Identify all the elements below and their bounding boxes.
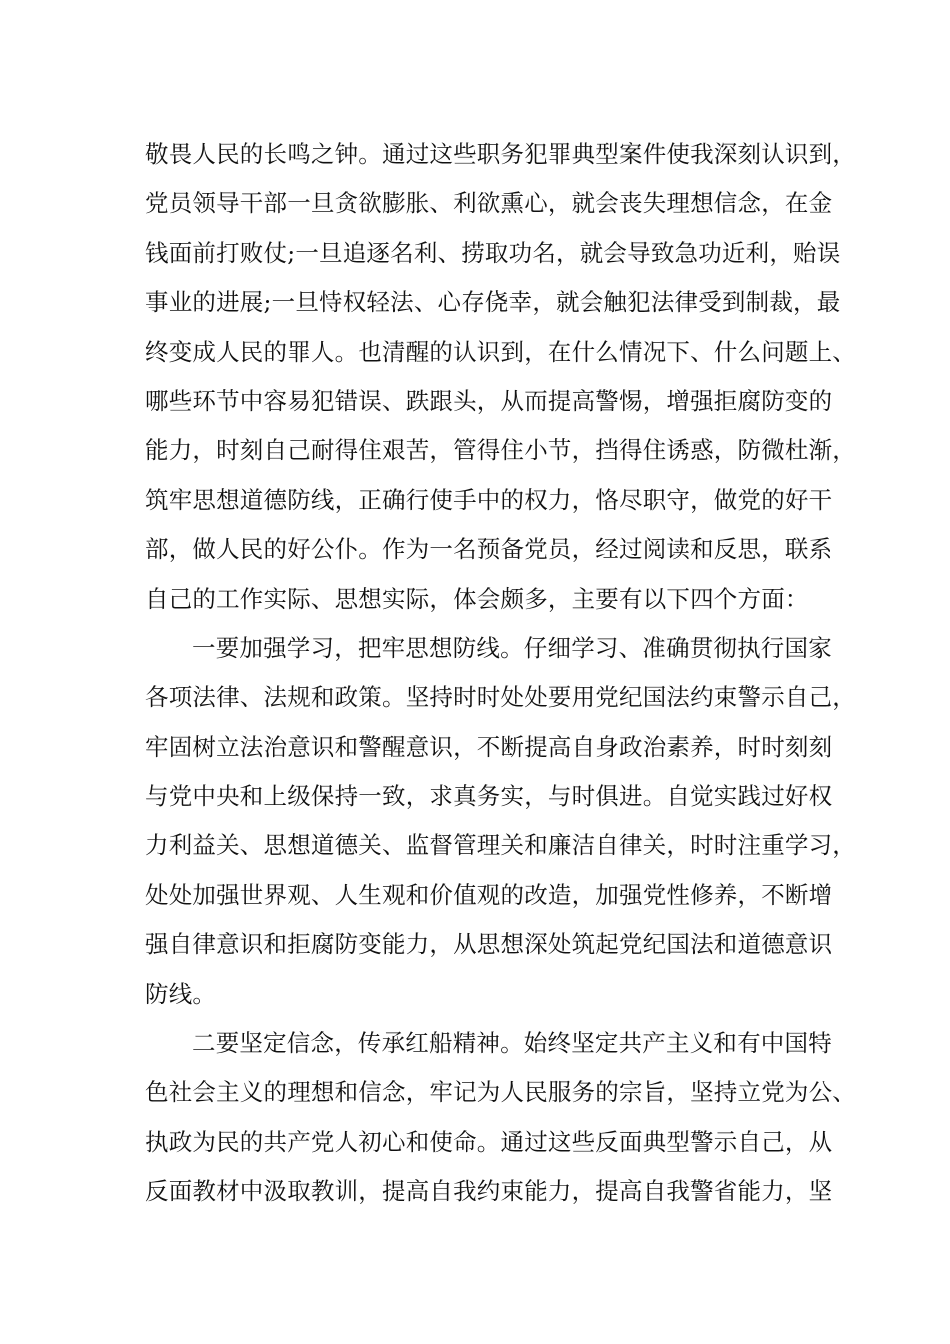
text-line: 部，做人民的好公仆。作为一名预备党员，经过阅读和反思，联系	[145, 535, 833, 564]
body-text	[145, 130, 856, 1217]
text-line: 与党中央和上级保持一致，求真务实，与时俱进。自觉实践过好权	[145, 782, 833, 811]
text-line: 强自律意识和拒腐防变能力，从思想深处筑起党纪国法和道德意识	[145, 930, 833, 959]
text-line: 各项法律、法规和政策。坚持时时处处要用党纪国法约束警示自己，	[145, 683, 856, 712]
text-line: 反面教材中汲取教训，提高自我约束能力，提高自我警省能力，坚	[145, 1177, 833, 1206]
text-line: 敬畏人民的长鸣之钟。通过这些职务犯罪典型案件使我深刻认识到，	[145, 140, 856, 168]
text-line: 牢固树立法治意识和警醒意识，不断提高自身政治素养，时时刻刻	[145, 732, 833, 761]
paragraph-first-line: 二要坚定信念，传承红船精神。始终坚定共产主义和有中国特	[192, 1029, 832, 1058]
text-line: 自己的工作实际、思想实际，体会颇多，主要有以下四个方面：	[145, 584, 809, 613]
text-line: 执政为民的共产党人初心和使命。通过这些反面典型警示自己，从	[145, 1127, 833, 1156]
text-line: 筑牢思想道德防线，正确行使手中的权力，恪尽职守，做党的好干	[145, 485, 833, 514]
text-line: 能力，时刻自己耐得住艰苦，管得住小节，挡得住诱惑，防微杜渐，	[145, 436, 856, 465]
text-line: 哪些环节中容易犯错误、跌跟头，从而提高警惕，增强拒腐防变的	[145, 386, 833, 415]
text-line: 力利益关、思想道德关、监督管理关和廉洁自律关，时时注重学习，	[145, 831, 856, 860]
text-line: 钱面前打败仗;一旦追逐名利、捞取功名，就会导致急功近利，贻误	[145, 238, 841, 267]
text-line: 防线。	[145, 979, 217, 1008]
text-line: 处处加强世界观、人生观和价值观的改造，加强党性修养，不断增	[145, 880, 833, 909]
text-line: 事业的进展;一旦恃权轻法、心存侥幸，就会触犯法律受到制裁，最	[145, 288, 841, 317]
paragraph-first-line: 一要加强学习，把牢思想防线。仔细学习、准确贯彻执行国家	[192, 633, 832, 662]
text-line: 党员领导干部一旦贪欲膨胀、利欲熏心，就会丧失理想信念，在金	[145, 189, 833, 218]
text-line: 终变成人民的罪人。也清醒的认识到，在什么情况下、什么问题上、	[145, 337, 856, 366]
text-line: 色社会主义的理想和信念，牢记为人民服务的宗旨，坚持立党为公、	[145, 1078, 856, 1107]
